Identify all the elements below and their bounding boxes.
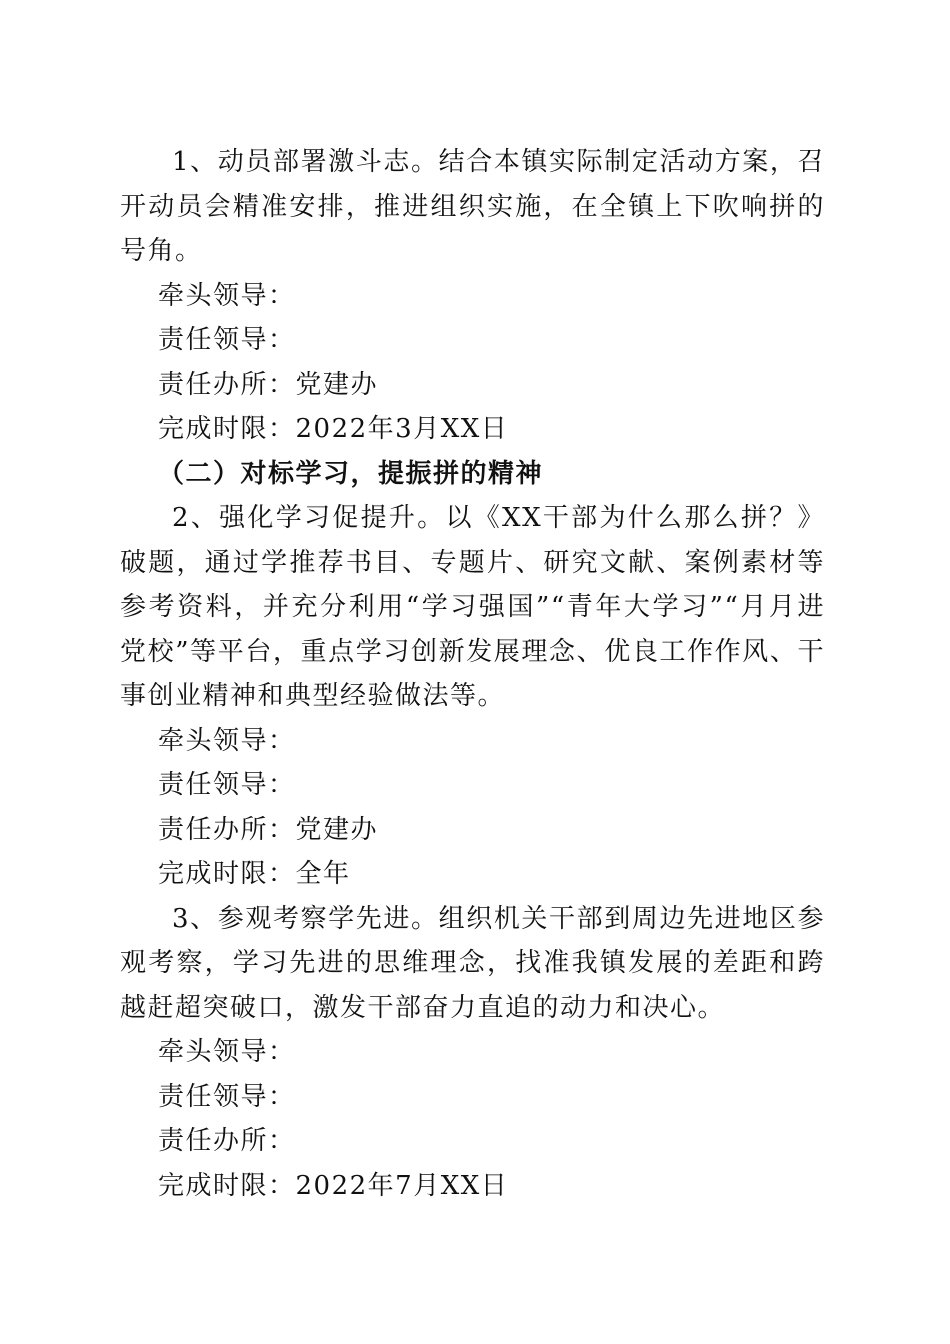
item-3-lead-leader: [120, 1030, 825, 1075]
deadline-value: 2022年3月XX日: [295, 414, 509, 444]
responsible-office-value: 党建办: [295, 814, 379, 845]
item-1-responsible-leader: [120, 318, 825, 363]
responsible-office-label: 责任办所：: [158, 369, 296, 400]
item-1-lead-leader: [120, 274, 825, 319]
responsible-office-label: 责任办所：: [158, 814, 296, 845]
responsible-leader-label: 责任领导：: [158, 770, 296, 800]
deadline-value: 全年: [295, 859, 351, 889]
deadline-label: 完成时限：: [158, 414, 296, 444]
responsible-leader-label: 责任领导：: [158, 325, 296, 355]
item-3-deadline: [120, 1164, 825, 1209]
item-3-paragraph: 3、参观考察学先进。组织机关干部到周边先进地区参观考察，学习先进的思维理念，找准我镇发展的差距和跨越赶超突破口，激发干部奋力直追的动力和决心。: [120, 903, 825, 1023]
responsible-office-value: 党建办: [295, 369, 379, 400]
item-2-responsible-office: [120, 808, 825, 853]
item-1-deadline: [120, 407, 825, 452]
item-2-lead-leader: [120, 719, 825, 764]
deadline-value: 2022年7月XX日: [295, 1170, 509, 1201]
item-2-deadline: [120, 852, 825, 897]
item-1-paragraph: 1、动员部署激斗志。结合本镇实际制定活动方案，召开动员会精准安排，推进组织实施，在全镇上下吹响拼的号角。: [120, 147, 825, 266]
document-body: [120, 140, 825, 1208]
lead-leader-label: 牵头领导：: [158, 280, 296, 311]
item-2-paragraph: 2、强化学习促提升。以《XX干部为什么那么拼？》破题，通过学推荐书目、专题片、研究文献、案例素材等参考资料，并充分利用“学习强国”“青年大学习”“月月进党校”等平台，重点学习创新发展理念、优良工作作风、干事创业精神和典型经验做法等。: [120, 503, 825, 711]
item-1-responsible-office: [120, 363, 825, 408]
deadline-label: 完成时限：: [158, 1170, 296, 1201]
item-3-responsible-office: [120, 1119, 825, 1164]
responsible-leader-label: 责任领导：: [158, 1081, 296, 1112]
lead-leader-label: 牵头领导：: [158, 725, 296, 756]
lead-leader-label: 牵头领导：: [158, 1037, 296, 1067]
responsible-office-label: 责任办所：: [158, 1126, 296, 1156]
deadline-label: 完成时限：: [158, 859, 296, 889]
item-3-responsible-leader: [120, 1075, 825, 1120]
section-heading: （二）对标学习，提振拼的精神: [158, 458, 544, 489]
item-2-responsible-leader: [120, 763, 825, 808]
